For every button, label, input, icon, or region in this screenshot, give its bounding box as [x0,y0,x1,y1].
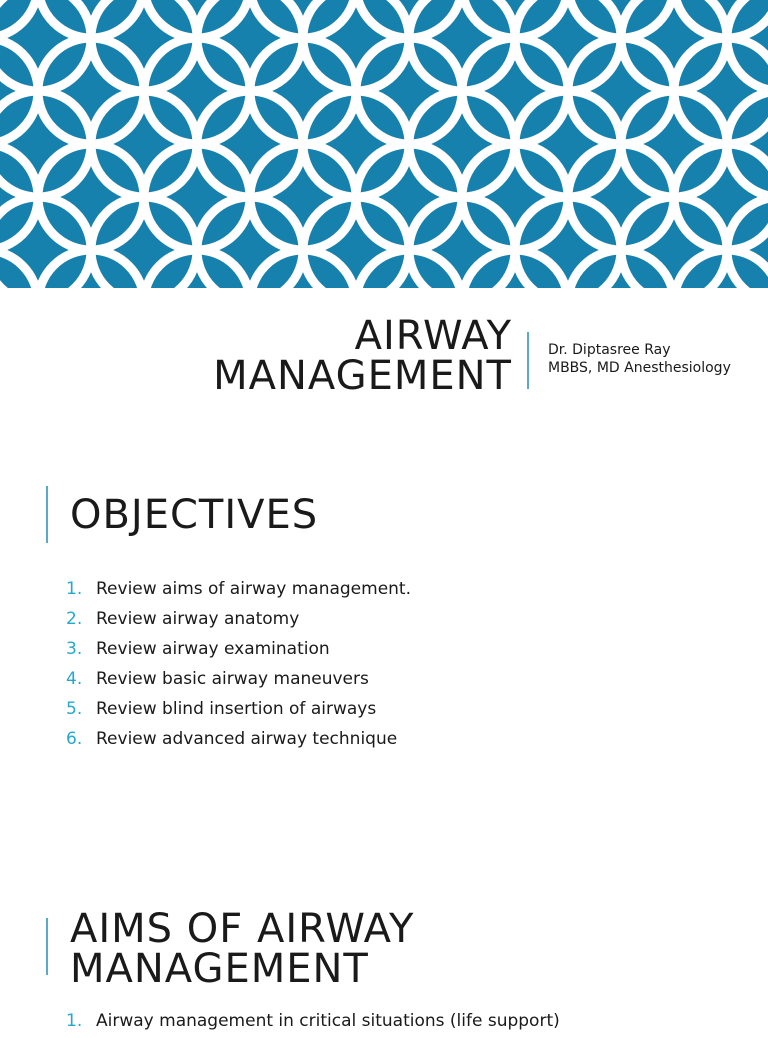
list-item [66,606,411,636]
list-text: Review airway examination [96,639,330,659]
list-text: Review blind insertion of airways [96,699,377,719]
list-number: 4. [66,669,83,689]
interlocking-circles-pattern-icon [0,0,768,288]
list-number: 1. [66,579,83,599]
list-item [66,1008,560,1038]
aims-heading-line-1: AIMS OF AIRWAY [70,906,415,952]
list-text: Review aims of airway management. [96,579,412,599]
title-line-2: MANAGEMENT [213,353,512,399]
presentation-title [213,313,512,399]
author-name: Dr. Diptasree Ray [548,342,671,358]
aims-accent-bar [46,918,48,975]
list-item [66,726,411,756]
title-line-1: AIRWAY [354,313,512,359]
list-item [66,636,411,666]
list-number: 1. [66,1011,83,1031]
list-number: 2. [66,609,83,629]
list-item [66,576,411,606]
list-item [66,696,411,726]
list-number: 5. [66,699,83,719]
title-block [0,313,768,399]
list-number: 6. [66,729,83,749]
author-info [548,341,731,377]
aims-heading [70,906,415,992]
aims-heading-line-2: MANAGEMENT [70,946,369,992]
list-text: Review airway anatomy [96,609,300,629]
author-credentials: MBBS, MD Anesthesiology [548,360,731,376]
list-number: 3. [66,639,83,659]
pattern-banner [0,0,768,288]
title-divider [527,332,529,389]
objectives-heading: OBJECTIVES [70,492,319,538]
list-item [66,666,411,696]
aims-list [66,1008,560,1038]
objectives-accent-bar [46,486,48,543]
list-text: Review basic airway maneuvers [96,669,369,689]
list-text: Airway management in critical situations (life support) [96,1011,560,1031]
objectives-list [66,576,411,756]
list-text: Review advanced airway technique [96,729,398,749]
